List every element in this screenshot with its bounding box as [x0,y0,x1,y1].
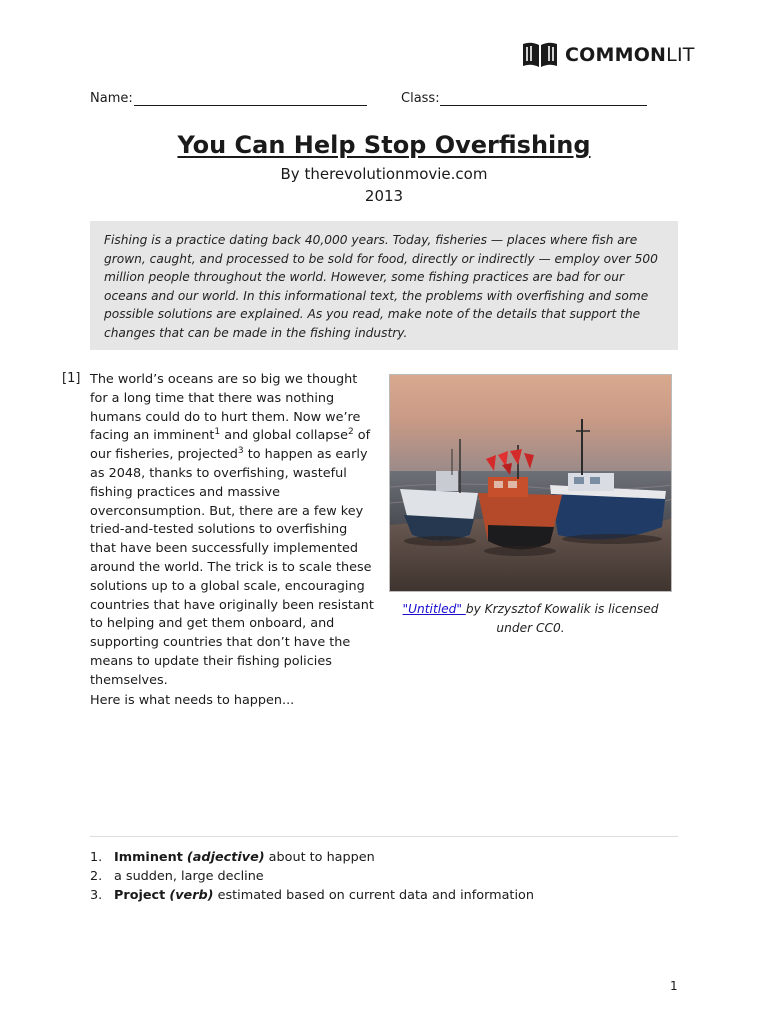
footnote-number: 3. [90,888,103,903]
footnote-item [90,886,690,905]
name-label: Name: [90,91,133,106]
caption-text: by Krzysztof Kowalik is licensed under CC0. [465,602,659,635]
footnote-text [114,886,534,905]
image-credit-link[interactable]: "Untitled" [402,602,466,616]
footnote-number: 2. [90,869,103,884]
name-field[interactable] [134,105,367,106]
open-book-icon [522,41,558,69]
footnote-divider [90,836,678,837]
paragraph-segment: The world’s oceans are so big we thought for a long time that there was nothing humans could do to hurt them. Now we’re facing an imminent [90,372,361,444]
footnote-number: 1. [90,850,103,865]
byline: By therevolutionmovie.com [280,165,488,183]
paragraph-segment: to happen as early as 2048, thanks to overfishing, wasteful fishing practices and massive overconsumption. But, there are a few key tried-and-tested solutions to overfishing that have been successfully implemented around the world. The trick is to scale these solutions up to a global scale, encouraging countries that have originally been resistant to helping and get them onboard, and supporting countries that don’t have the means to update their fishing policies themselves. [90,447,374,688]
intro-box: Fishing is a practice dating back 40,000 years. Today, fisheries — places where fish are grown, caught, and processed to be sold for food, directly or indirectly — employ over 500 million people throughout the world. However, some fishing practices are bad for our oceans and our world. In this informational text, the problems with overfishing and some possible solutions are explained. As you read, make note of the details that support the changes that can be made in the fishing industry. [90,221,678,350]
paragraph-segment: and global collapse [220,428,348,444]
class-label: Class: [401,91,440,106]
footnote-ref: 1 [214,427,221,438]
footnote-text [114,848,375,867]
footnote-term: Project [114,888,166,903]
footnote-ref: 3 [237,446,244,457]
paragraph-text [90,371,374,691]
transition-text: Here is what needs to happen... [90,693,295,708]
footnote-term: Imminent [114,850,183,865]
footnote-ref: 2 [347,427,354,438]
footnote-text [114,867,264,886]
footnote-item [90,848,690,867]
footnote-definition: about to happen [264,850,375,865]
footnote-definition: a sudden, large decline [114,869,264,884]
class-field[interactable] [440,105,647,106]
brand-name-light: LIT [666,43,695,66]
brand-name-bold: COMMON [565,43,667,66]
footnote-part-of-speech: (adjective) [186,850,265,865]
paragraph-number: [1] [62,371,81,386]
footnote-definition: estimated based on current data and information [213,888,534,903]
publication-year: 2013 [364,187,404,205]
page-title: You Can Help Stop Overfishing [177,131,591,159]
footnote-part-of-speech: (verb) [169,888,214,903]
footnotes [90,848,690,905]
footnote-item [90,867,690,886]
commonlit-logo [522,41,695,69]
fishing-boats-photo [389,374,672,592]
image-caption [389,600,672,637]
paragraph-segment: of our fisheries, projected [90,428,371,463]
page-number: 1 [670,979,678,993]
brand-name [565,43,695,66]
